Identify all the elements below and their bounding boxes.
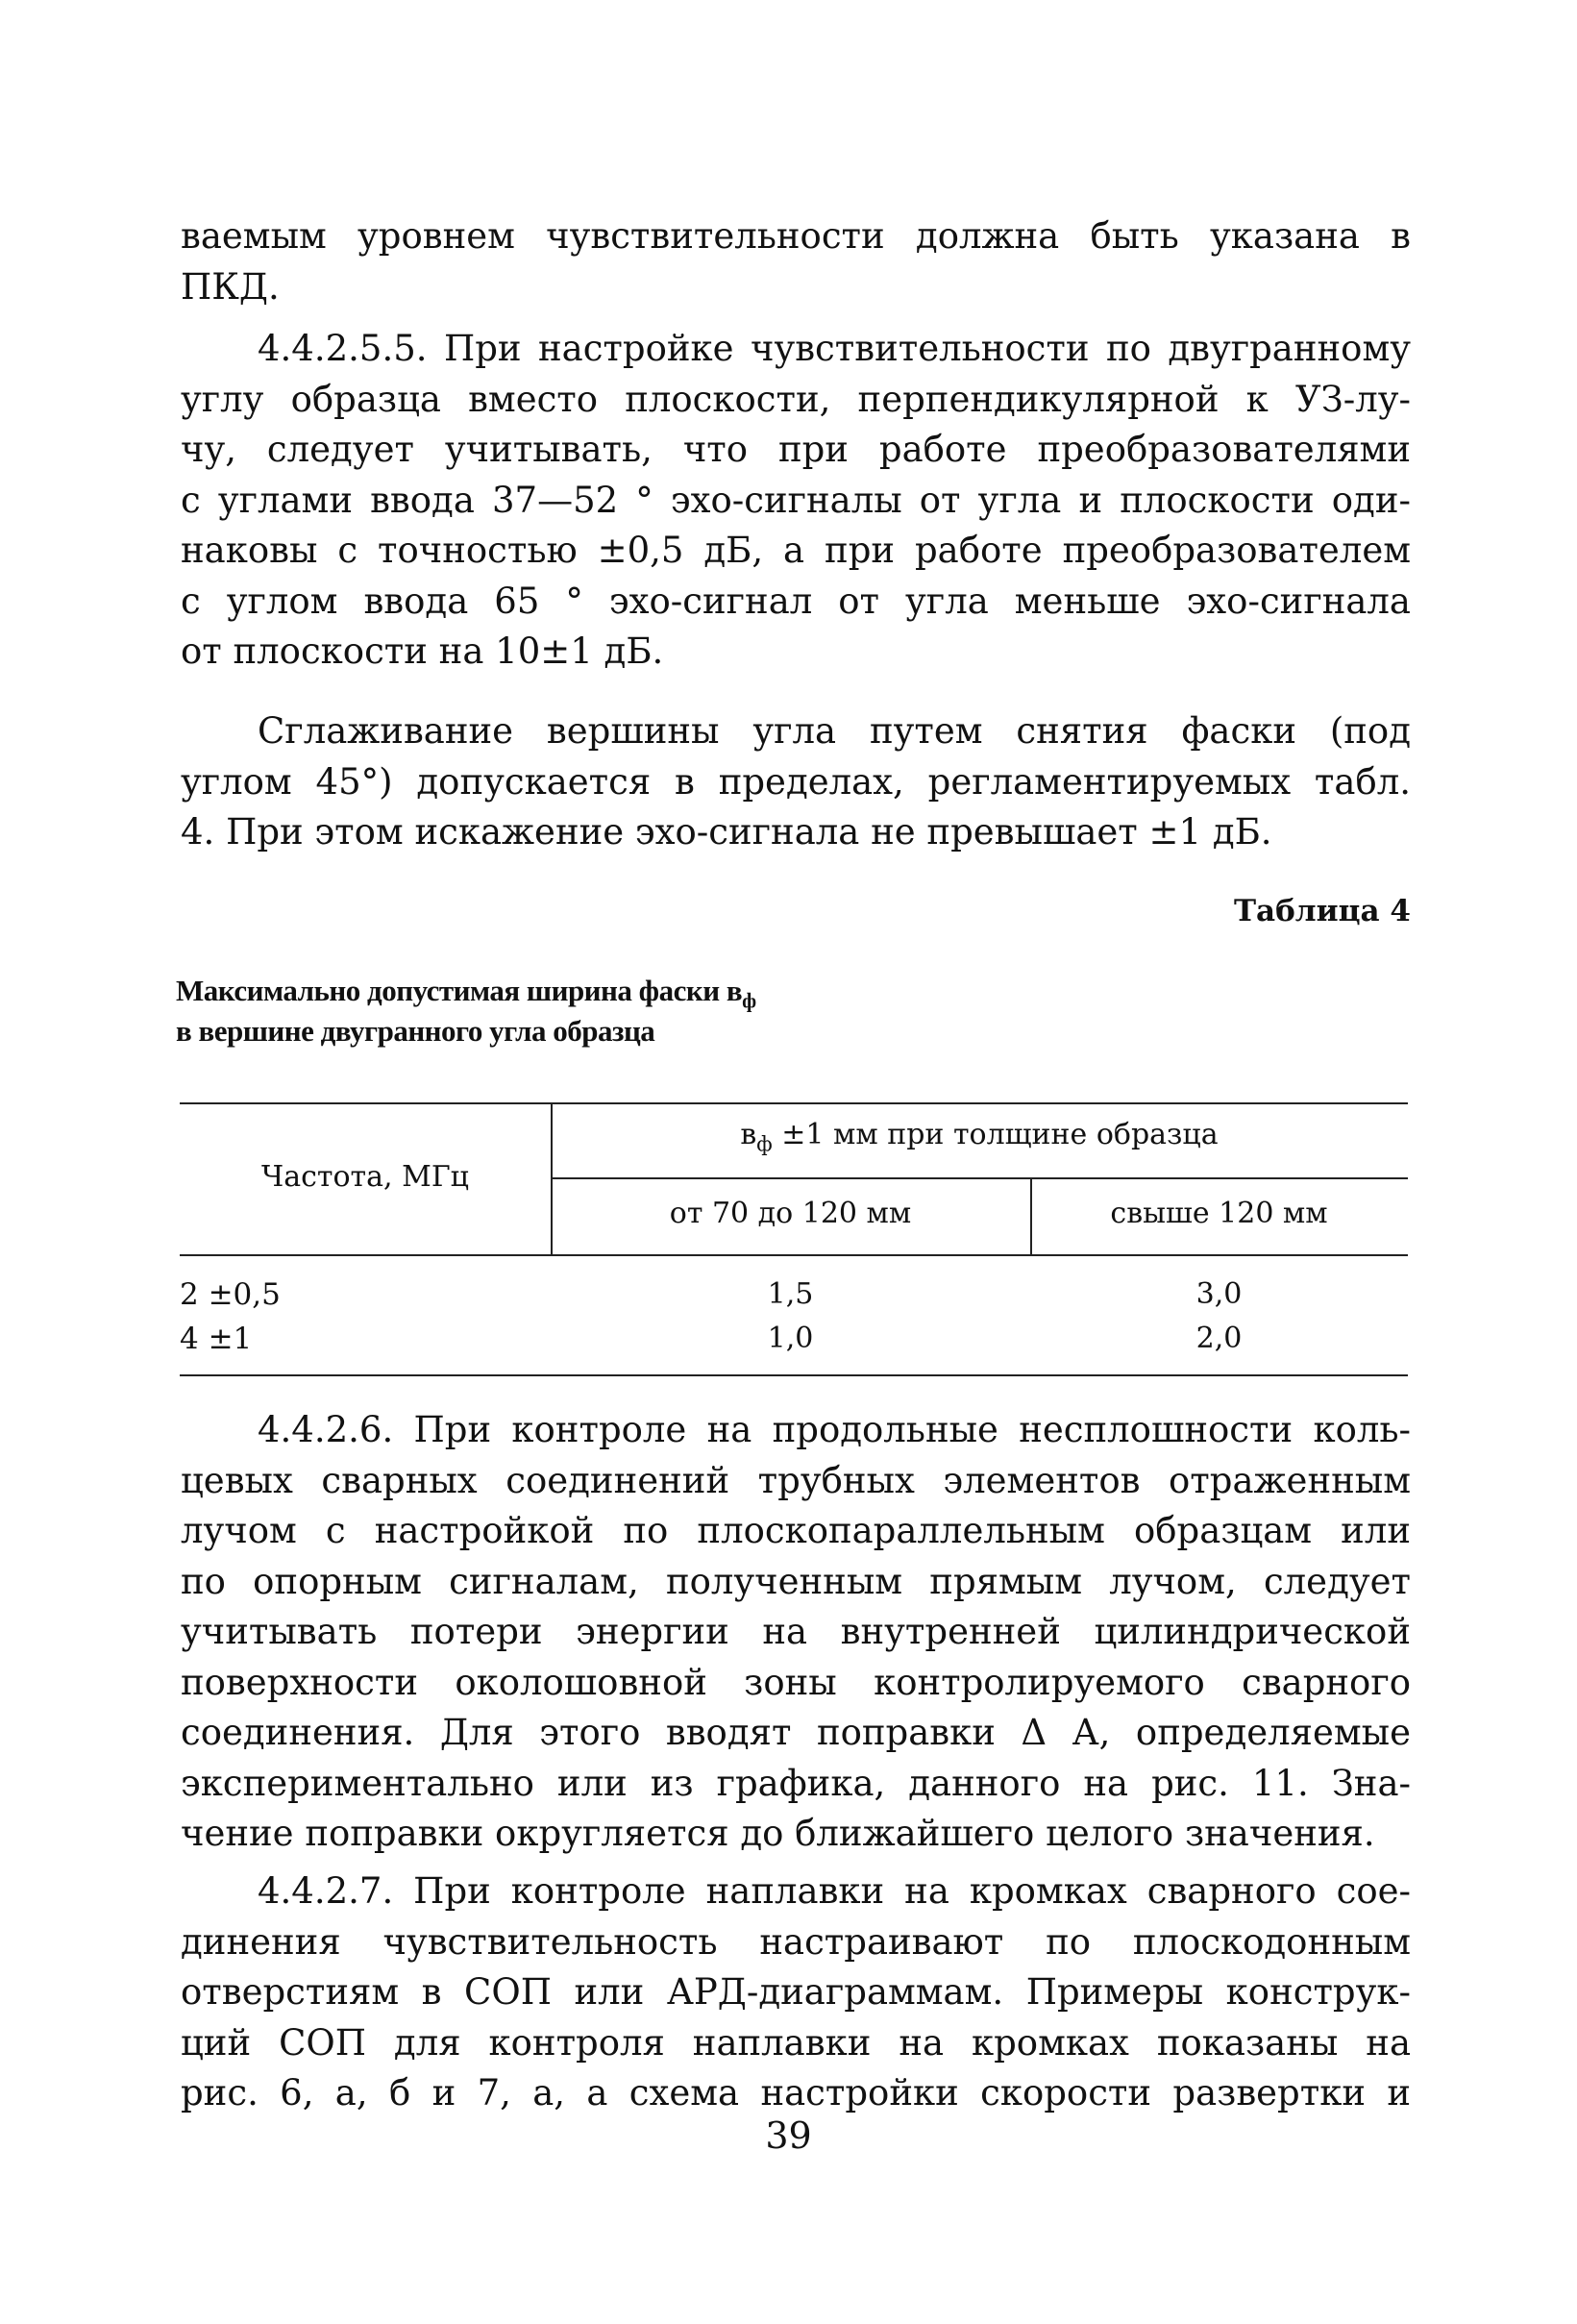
text-line: 4.4.2.6. При контроле на продольные несплошности коль- [258,1409,1411,1450]
table-title-line1: Максимально допустимая ширина фаски в [176,974,743,1007]
column-header-70-120: от 70 до 120 мм [669,1197,912,1230]
row-1-value-a: 1,5 [767,1277,814,1311]
text-line: 4. При этом искажение эхо-сигнала не превышает ±1 дБ. [181,811,1272,853]
text-line: углом 45°) допускается в пределах, регламентируемых табл. [181,760,1411,803]
table-title-line2: в вершине двугранного угла образца [176,1014,655,1048]
text-line: ваемым уровнем чувствительности должна быть указана в [181,215,1411,257]
table-title-subscript: ф [742,989,756,1013]
text-line: Сглаживание вершины угла путем снятия фаски (под [258,710,1411,752]
text-line: 4.4.2.5.5. При настройке чувствительности по двугранному [258,328,1411,369]
text-line: ПКД. [181,265,280,308]
table-4 [180,1102,1408,1376]
text-line: динения чувствительность настраивают по плоскодонным [181,1920,1411,1963]
paragraph-4-4-2-5-5 [181,324,1411,678]
table-title [176,971,1041,1051]
text-line: ций СОП для контроля наплавки на кромках показаны на [181,2021,1411,2064]
text-line: чу, следует учитывать, что при работе преобразователями [181,429,1411,470]
row-1-frequency: 2 ±0,5 [180,1277,281,1312]
column-group-header [551,1118,1408,1156]
table-bottom-rule [180,1374,1408,1376]
column-header-over-120: свыше 120 мм [1110,1197,1328,1230]
text-line: соединения. Для этого вводят поправки Δ А, определяемые [181,1712,1411,1753]
text-line: от плоскости на 10±1 дБ. [181,630,664,672]
text-line: лучом с настройкой по плоскопараллельным образцам или [181,1510,1411,1551]
group-header-symbol: в [740,1118,757,1151]
row-2-frequency: 4 ±1 [180,1322,253,1356]
table-top-rule [180,1102,1408,1104]
text-line: углу образца вместо плоскости, перпендикулярной к УЗ-лу- [181,378,1411,420]
text-line: наковы с точностью ±0,5 дБ, а при работе преобразователем [181,530,1411,571]
text-line: цевых сварных соединений трубных элементов отраженным [181,1459,1411,1501]
paragraph-chamfer [181,706,1411,858]
text-line: учитывать потери энергии на внутренней цилиндрической [181,1611,1411,1652]
group-header-subscript: ф [756,1132,773,1156]
text-line: с углом ввода 65 ° эхо-сигнал от угла меньше эхо-сигнала [181,580,1411,622]
text-line: чение поправки округляется до ближайшего целого значения. [181,1813,1375,1854]
text-line: экспериментально или из графика, данного на рис. 11. Зна- [181,1762,1411,1804]
table-header-rule [180,1254,1408,1256]
text-line: 4.4.2.7. При контроле наплавки на кромках сварного сое- [258,1870,1411,1912]
page-number: 39 [765,2114,812,2157]
paragraph-continuation [181,211,1411,312]
text-line: рис. 6, а, б и 7, а, а схема настройки скорости развертки и [181,2072,1411,2114]
group-header-text: ±1 мм при толщине образца [772,1118,1219,1151]
row-1-value-b: 3,0 [1195,1277,1243,1311]
column-header-frequency: Частота, МГц [261,1160,469,1194]
text-line: поверхности околошовной зоны контролируемого сварного [181,1661,1411,1703]
text-line: отверстиям в СОП или АРД-диаграммам. Примеры конструк- [181,1971,1411,2013]
paragraph-4-4-2-6 [181,1405,1411,1860]
paragraph-4-4-2-7 [181,1867,1411,2119]
table-label: Таблица 4 [1233,894,1411,928]
text-line: с углами ввода 37—52 ° эхо-сигналы от угла и плоскости оди- [181,479,1411,521]
text-line: по опорным сигналам, полученным прямым лучом, следует [181,1560,1411,1602]
row-2-value-b: 2,0 [1195,1322,1243,1355]
row-2-value-a: 1,0 [767,1322,814,1355]
table-mid-rule [551,1177,1408,1179]
